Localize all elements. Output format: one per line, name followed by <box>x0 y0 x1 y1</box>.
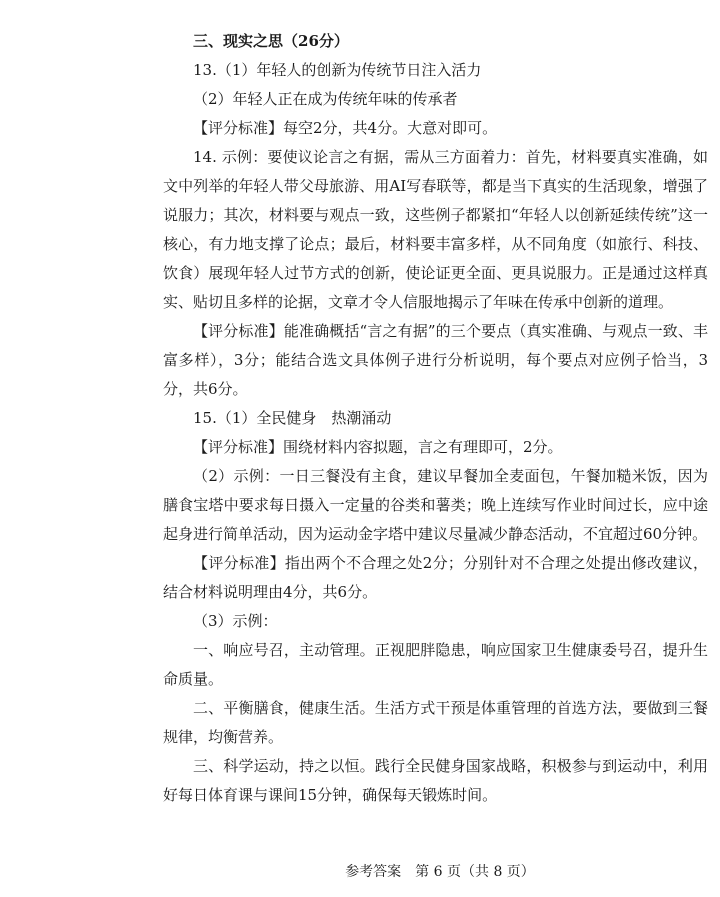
q14-answer: 14. 示例：要使议论言之有据，需从三方面着力：首先，材料要真实准确，如文中列举的年轻人带父母旅游、用AI写春联等，都是当下真实的生活现象，增强了说服力；其次，材料要与观点一致，这些例子都紧扣“年轻人以创新延续传统”这一核心，有力地支撑了论点；最后，材料要丰富多样，从不同角度（如旅行、科技、饮食）展现年轻人过节方式的创新，使论证更全面、更具说服力。正是通过这样真实、贴切且多样的论据，文章才令人信服地揭示了年味在传承中创新的道理。 <box>163 148 708 311</box>
q15-part3-item-1: 一、响应号召，主动管理。正视肥胖隐患，响应国家卫生健康委号召，提升生命质量。 <box>163 641 708 688</box>
answer-content <box>163 27 708 810</box>
q15-part3-item-3: 三、科学运动，持之以恒。践行全民健身国家战略，积极参与到运动中，利用好每日体育课与课间15分钟，确保每天锻炼时间。 <box>163 757 708 804</box>
q15-part3-item-2: 二、平衡膳食，健康生活。生活方式干预是体重管理的首选方法，要做到三餐规律，均衡营养。 <box>163 699 708 746</box>
q13-criteria: 【评分标准】每空2分，共4分。大意对即可。 <box>193 119 498 137</box>
q15-part1-criteria: 【评分标准】围绕材料内容拟题，言之有理即可，2分。 <box>193 438 563 456</box>
q15-part2: （2）示例：一日三餐没有主食，建议早餐加全麦面包，午餐加糙米饭，因为膳食宝塔中要求每日摄入一定量的谷类和薯类；晚上连续写作业时间过长，应中途起身进行简单活动，因为运动金字塔中建议尽量减少静态活动，不宜超过60分钟。 <box>163 467 708 543</box>
q15-part2-criteria: 【评分标准】指出两个不合理之处2分；分别针对不合理之处提出修改建议，结合材料说明理由4分，共6分。 <box>163 554 708 601</box>
q13-answer-1: 13.（1）年轻人的创新为传统节日注入活力 <box>193 61 482 79</box>
section-heading: 三、现实之思（26分） <box>193 32 349 50</box>
q13-answer-2: （2）年轻人正在成为传统年味的传承者 <box>193 90 458 108</box>
q15-part3-intro: （3）示例： <box>193 612 278 630</box>
q14-criteria: 【评分标准】能准确概括“言之有据”的三个要点（真实准确、与观点一致、丰富多样），3分；能结合选文具体例子进行分析说明，每个要点对应例子恰当，3分，共6分。 <box>163 322 708 398</box>
q15-part1: 15.（1）全民健身 热潮涌动 <box>193 409 392 427</box>
page-footer: 参考答案 第 6 页（共 8 页） <box>345 864 535 880</box>
